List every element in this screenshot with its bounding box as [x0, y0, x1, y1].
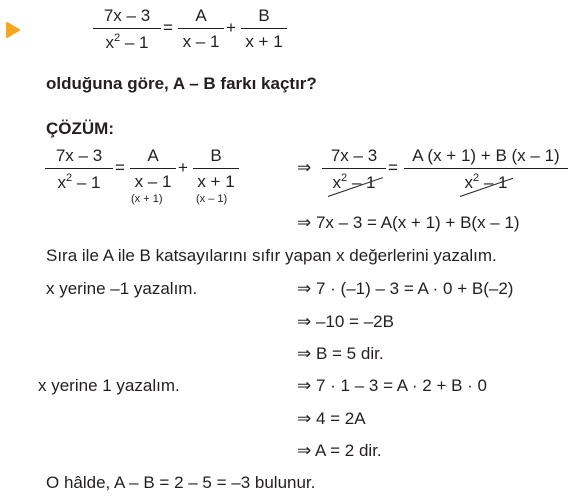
step1-label: x yerine –1 yazalım.	[46, 279, 198, 298]
lhs-denominator: $x^2 - 1$	[332, 172, 376, 192]
plus-sign: +	[178, 158, 188, 177]
b-numerator: B	[258, 6, 270, 25]
lhs-numerator: 7x – 3	[103, 6, 151, 25]
solution-heading: ÇÖZÜM:	[46, 119, 114, 138]
lhs-denominator: $x^2 - 1$	[57, 172, 101, 192]
a-denominator: x – 1	[182, 32, 220, 51]
conclusion-text: O hâlde, A – B = 2 – 5 = –3 bulunur.	[46, 473, 316, 492]
instruction-text: Sıra ile A ile B katsayılarını sıfır yapan x değerlerini yazalım.	[46, 246, 497, 265]
step1-line: ⇒ B = 5 dir.	[297, 344, 384, 363]
b-denominator: x + 1	[245, 32, 283, 51]
question-a-fraction	[178, 6, 224, 52]
fraction-bar	[93, 28, 161, 29]
multiplier-a: (x + 1)	[131, 193, 163, 205]
question-marker-icon	[6, 22, 20, 38]
question-b-fraction	[241, 6, 287, 52]
a-numerator: A	[195, 6, 207, 25]
fraction-bar	[130, 168, 176, 169]
question-lhs-fraction	[93, 6, 161, 53]
question-prompt: olduğuna göre, A – B farkı kaçtır?	[46, 74, 317, 93]
plus-sign: +	[226, 18, 236, 37]
step1-line: ⇒ –10 = –2B	[297, 312, 394, 331]
b-denominator: x + 1	[197, 172, 235, 191]
multiplier-b: (x – 1)	[196, 193, 228, 205]
equals-sign: =	[388, 158, 398, 177]
equation-line: ⇒ 7x – 3 = A(x + 1) + B(x – 1)	[297, 213, 520, 232]
implies-arrow: ⇒	[297, 158, 312, 177]
step2-line: ⇒ 7 · 1 – 3 = A · 2 + B · 0	[297, 376, 488, 395]
fraction-bar	[178, 28, 224, 29]
solution-b-fraction	[193, 146, 239, 192]
fraction-bar	[193, 168, 239, 169]
fraction-bar	[241, 28, 287, 29]
b-numerator: B	[210, 146, 222, 165]
rhs-numerator: A (x + 1) + B (x – 1)	[412, 146, 560, 165]
a-numerator: A	[147, 146, 159, 165]
equals-sign: =	[115, 158, 125, 177]
step2-line: ⇒ 4 = 2A	[297, 409, 366, 428]
step2-line: ⇒ A = 2 dir.	[297, 441, 382, 460]
step1-line: ⇒ 7 · (–1) – 3 = A · 0 + B(–2)	[297, 279, 514, 298]
solution-a-fraction	[130, 146, 176, 192]
fraction-bar	[404, 168, 568, 169]
a-denominator: x – 1	[134, 172, 172, 191]
solution-lhs-fraction	[45, 146, 113, 193]
lhs-numerator: 7x – 3	[330, 146, 378, 165]
fraction-bar	[45, 168, 113, 169]
rhs-denominator: $x^2 - 1$	[464, 172, 508, 192]
equals-sign: =	[163, 18, 173, 37]
fraction-bar	[322, 168, 386, 169]
lhs-numerator: 7x – 3	[55, 146, 103, 165]
lhs-denominator: $x^2 - 1$	[105, 32, 149, 52]
step2-label: x yerine 1 yazalım.	[38, 376, 180, 395]
